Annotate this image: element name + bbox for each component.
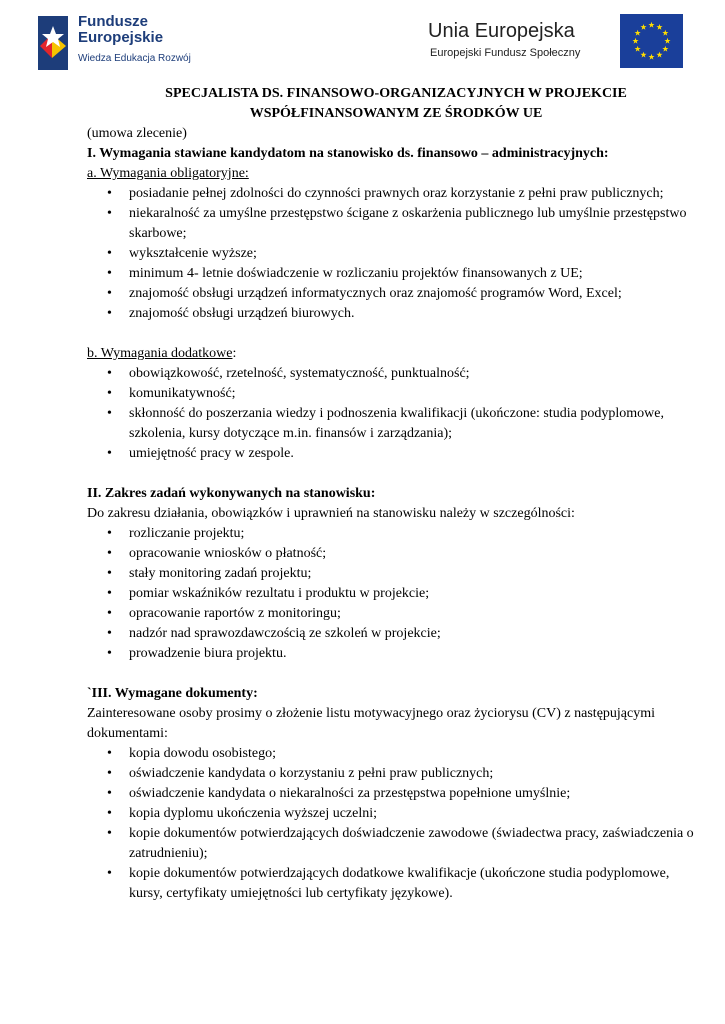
documents-list	[87, 744, 697, 904]
list-item: • oświadczenie kandydata o korzystaniu z pełni praw publicznych;	[87, 764, 697, 784]
eu-flag-icon	[620, 14, 683, 68]
section3-intro: Zainteresowane osoby prosimy o złożenie listu motywacyjnego oraz życiorysu (CV) z następującymi dokumentami:	[87, 706, 655, 741]
section3-heading: `III. Wymagane dokumenty:	[87, 686, 258, 701]
list-item: • oświadczenie kandydata o niekaralności za przestępstwa popełnione umyślnie;	[87, 784, 697, 804]
mandatory-requirements-list	[87, 184, 697, 324]
list-item: • skłonność do poszerzania wiedzy i podnoszenia kwalifikacji (ukończone: studia podyplomowe, szkolenia, kursy dotyczące m.in. finansów i zarządzania);	[87, 404, 697, 444]
section2-heading: II. Zakres zadań wykonywanych na stanowisku:	[87, 486, 376, 501]
spacer	[87, 664, 697, 684]
list-item: • rozliczanie projektu;	[87, 524, 697, 544]
additional-requirements-list	[87, 364, 697, 464]
fe-logo-subtitle: Wiedza Edukacja Rozwój	[78, 53, 191, 64]
fe-logo-name	[78, 14, 163, 46]
list-item: • kopia dyplomu ukończenia wyższej uczelni;	[87, 804, 697, 824]
list-item: • kopie dokumentów potwierdzających doświadczenie zawodowe (świadectwa pracy, zaświadczenia o zatrudnieniu);	[87, 824, 697, 864]
ue-logo-title: Unia Europejska	[428, 20, 575, 42]
section1a-heading-text: a. Wymagania obligatoryjne:	[87, 166, 249, 181]
section1b-heading-text: b. Wymagania dodatkowe	[87, 346, 233, 361]
section1b-heading	[87, 344, 697, 364]
list-item: • kopie dokumentów potwierdzających dodatkowe kwalifikacje (ukończone studia podyplomowe, kursy, certyfikaty umiejętności lub certyfikaty językowe).	[87, 864, 697, 904]
spacer	[87, 464, 697, 484]
list-item: • opracowanie wniosków o płatność;	[87, 544, 697, 564]
section2-intro: Do zakresu działania, obowiązków i uprawnień na stanowisku należy w szczególności:	[87, 506, 575, 521]
section1a-heading	[87, 164, 697, 184]
list-item: • opracowanie raportów z monitoringu;	[87, 604, 697, 624]
fe-logo-name-line1: Fundusze	[78, 13, 148, 30]
duties-list	[87, 524, 697, 664]
list-item: • minimum 4- letnie doświadczenie w rozliczaniu projektów finansowanych z UE;	[87, 264, 697, 284]
ue-logo-subtitle: Europejski Fundusz Społeczny	[430, 47, 581, 59]
document-body	[87, 84, 697, 904]
contract-type: (umowa zlecenie)	[87, 126, 187, 141]
list-item: • posiadanie pełnej zdolności do czynności prawnych oraz korzystanie z pełni praw publicznych;	[87, 184, 697, 204]
job-title-line2: WSPÓŁFINANSOWANYM ZE ŚRODKÓW UE	[249, 106, 543, 121]
list-item: • obowiązkowość, rzetelność, systematyczność, punktualność;	[87, 364, 697, 384]
list-item: • prowadzenie biura projektu.	[87, 644, 697, 664]
list-item: • nadzór nad sprawozdawczością ze szkoleń w projekcie;	[87, 624, 697, 644]
section1-heading: I. Wymagania stawiane kandydatom na stanowisko ds. finansowo – administracyjnych:	[87, 146, 609, 161]
list-item: • kopia dowodu osobistego;	[87, 744, 697, 764]
list-item: • niekaralność za umyślne przestępstwo ścigane z oskarżenia publicznego lub umyślnie przestępstwo skarbowe;	[87, 204, 697, 244]
job-title	[87, 84, 697, 124]
job-title-line1: SPECJALISTA DS. FINANSOWO-ORGANIZACYJNYCH W PROJEKCIE	[165, 86, 627, 101]
fundusze-europejskie-logo	[38, 14, 238, 72]
spacer	[87, 324, 697, 344]
unia-europejska-logo	[428, 14, 688, 72]
list-item: • stały monitoring zadań projektu;	[87, 564, 697, 584]
list-item: • wykształcenie wyższe;	[87, 244, 697, 264]
list-item: • pomiar wskaźników rezultatu i produktu w projekcie;	[87, 584, 697, 604]
list-item: • znajomość obsługi urządzeń informatycznych oraz znajomość programów Word, Excel;	[87, 284, 697, 304]
list-item: • znajomość obsługi urządzeń biurowych.	[87, 304, 697, 324]
list-item: • umiejętność pracy w zespole.	[87, 444, 697, 464]
fe-logo-name-line2: Europejskie	[78, 29, 164, 46]
fe-star-mark-icon	[38, 16, 68, 70]
section1b-heading-colon: :	[232, 346, 237, 361]
list-item: • komunikatywność;	[87, 384, 697, 404]
